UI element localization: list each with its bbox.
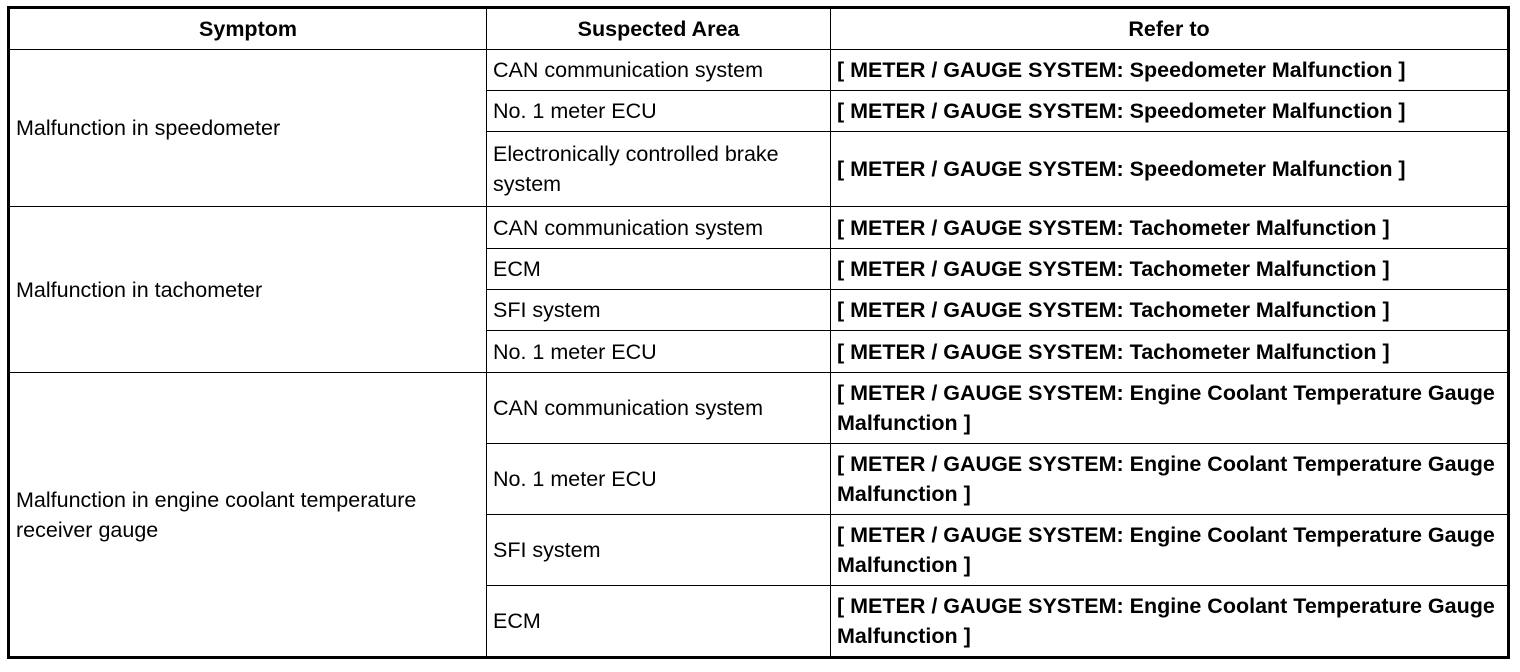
suspected-area-cell: ECM <box>487 249 831 290</box>
suspected-area-cell: No. 1 meter ECU <box>487 331 831 373</box>
symptom-cell: Malfunction in speedometer <box>9 50 487 207</box>
refer-to-link[interactable]: [ METER / GAUGE SYSTEM: Tachometer Malfunction ] <box>831 207 1509 249</box>
suspected-area-cell: SFI system <box>487 290 831 331</box>
header-suspected-area: Suspected Area <box>487 8 831 50</box>
refer-to-link[interactable]: [ METER / GAUGE SYSTEM: Engine Coolant Temperature Gauge Malfunction ] <box>831 444 1509 515</box>
suspected-area-cell: No. 1 meter ECU <box>487 444 831 515</box>
refer-to-link[interactable]: [ METER / GAUGE SYSTEM: Tachometer Malfunction ] <box>831 249 1509 290</box>
header-row <box>9 8 1509 50</box>
symptom-cell: Malfunction in engine coolant temperature receiver gauge <box>9 373 487 658</box>
suspected-area-cell: ECM <box>487 586 831 658</box>
symptom-cell: Malfunction in tachometer <box>9 207 487 373</box>
refer-to-link[interactable]: [ METER / GAUGE SYSTEM: Speedometer Malfunction ] <box>831 132 1509 207</box>
refer-to-link[interactable]: [ METER / GAUGE SYSTEM: Speedometer Malfunction ] <box>831 50 1509 91</box>
refer-to-link[interactable]: [ METER / GAUGE SYSTEM: Speedometer Malfunction ] <box>831 91 1509 132</box>
suspected-area-cell: CAN communication system <box>487 50 831 91</box>
refer-to-link[interactable]: [ METER / GAUGE SYSTEM: Engine Coolant Temperature Gauge Malfunction ] <box>831 586 1509 658</box>
suspected-area-cell: Electronically controlled brake system <box>487 132 831 207</box>
header-symptom: Symptom <box>9 8 487 50</box>
refer-to-link[interactable]: [ METER / GAUGE SYSTEM: Engine Coolant Temperature Gauge Malfunction ] <box>831 373 1509 444</box>
refer-to-link[interactable]: [ METER / GAUGE SYSTEM: Tachometer Malfunction ] <box>831 331 1509 373</box>
suspected-area-cell: CAN communication system <box>487 207 831 249</box>
suspected-area-cell: CAN communication system <box>487 373 831 444</box>
suspected-area-cell: SFI system <box>487 515 831 586</box>
suspected-area-cell: No. 1 meter ECU <box>487 91 831 132</box>
table-row <box>9 50 1509 91</box>
refer-to-link[interactable]: [ METER / GAUGE SYSTEM: Tachometer Malfunction ] <box>831 290 1509 331</box>
table-row <box>9 207 1509 249</box>
header-refer-to: Refer to <box>831 8 1509 50</box>
refer-to-link[interactable]: [ METER / GAUGE SYSTEM: Engine Coolant Temperature Gauge Malfunction ] <box>831 515 1509 586</box>
table-row <box>9 373 1509 444</box>
problem-symptoms-table <box>7 6 1510 659</box>
